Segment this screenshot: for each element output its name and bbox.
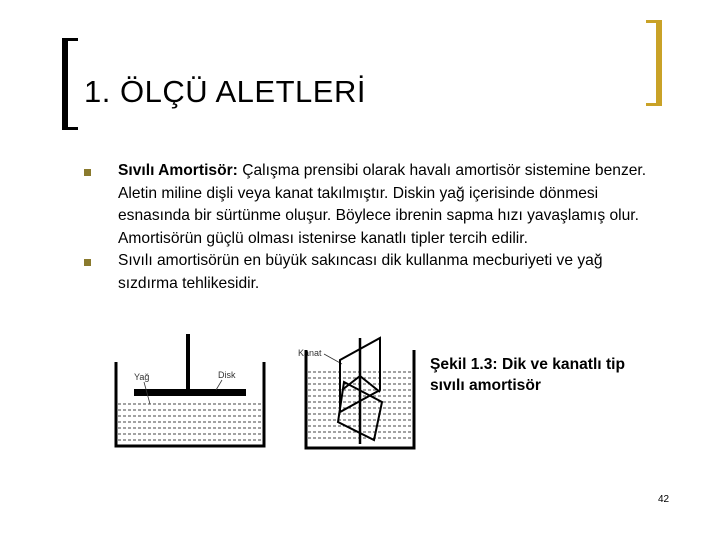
bullet-square-icon [84, 169, 91, 176]
left-bracket-decoration [62, 38, 78, 130]
damper-figure [112, 332, 424, 450]
bullet-term: Sıvılı Amortisör: [118, 162, 238, 179]
slide-title: 1. ÖLÇÜ ALETLERİ [84, 74, 366, 109]
bullet-text: Çalışma prensibi olarak havalı amortisör sistemine benzer. Aletin miline dişli veya kanat takılmıştır. Diskin yağ içerisinde dönmesi esnasında bir sürtünme oluşur. Böylece ibrenin sapma hızı yavaşlamış olur. Amortisörün güçlü olması istenirse kanatlı tipler tercih edilir. [118, 162, 647, 247]
bullet-item [84, 160, 664, 250]
right-bracket-decoration [646, 20, 662, 106]
blade-damper-diagram [298, 338, 414, 448]
figure-caption: Şekil 1.3: Dik ve kanatlı tip sıvılı amortisör [430, 356, 626, 394]
bullet-text: Sıvılı amortisörün en büyük sakıncası dik kullanma mecburiyeti ve yağ sızdırma tehlikesidir. [118, 252, 603, 292]
bullet-list [84, 160, 664, 295]
blade-label: Kanat [298, 348, 322, 358]
disk-label: Disk [218, 370, 236, 380]
oil-label: Yağ [134, 372, 150, 382]
bullet-item [84, 250, 664, 295]
disk-damper-diagram [116, 334, 264, 446]
page-number: 42 [658, 494, 670, 505]
bullet-square-icon [84, 259, 91, 266]
